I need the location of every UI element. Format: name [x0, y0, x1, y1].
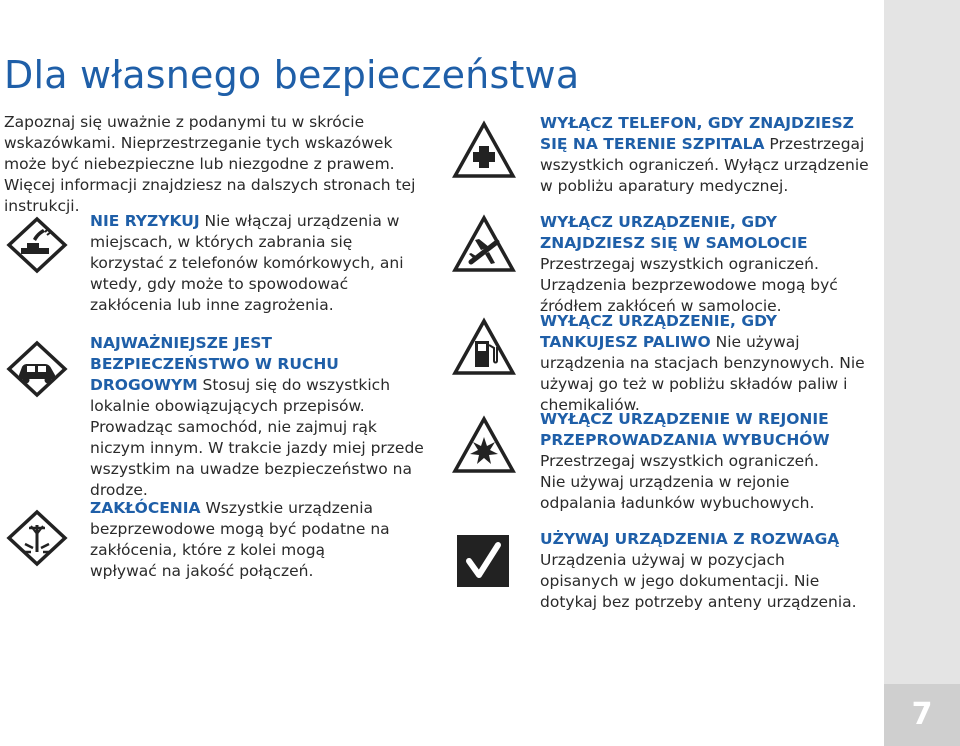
right-item-text: Przestrzegaj wszystkich ograniczeń. Urządzenia bezprzewodowe mogą być źródłem zakłóceń w samolocie. — [540, 255, 838, 315]
left-item-heading: NIE RYZYKUJ — [90, 212, 200, 230]
left-item-text: Nie włączaj urządzenia w miejscach, w których zabrania się korzystać z telefonów komórkowych, ani wtedy, gdy może to spowodować zakłócenia lub inne zagrożenia. — [90, 212, 404, 314]
right-item-heading: WYŁĄCZ TELEFON, GDY ZNAJDZIESZ SIĘ NA TERENIE SZPITALA — [540, 114, 854, 153]
right-item-refuelling — [540, 311, 870, 416]
right-item-heading: WYŁĄCZ URZĄDZENIE, GDY TANKUJESZ PALIWO — [540, 312, 778, 351]
right-item-text: Przestrzegaj wszystkich ograniczeń. Wyłącz urządzenie w pobliżu aparatury medycznej. — [540, 135, 869, 195]
checkmark-icon — [455, 533, 511, 589]
right-item-heading: WYŁĄCZ URZĄDZENIE W REJONIE PRZEPROWADZANIA WYBUCHÓW — [540, 410, 830, 449]
car-icon — [5, 339, 69, 399]
airplane-icon — [451, 214, 517, 274]
left-item-road-safety — [90, 333, 425, 501]
hand-switch-on-prohibited-icon — [5, 215, 69, 275]
page-number: 7 — [911, 697, 933, 732]
intro-paragraph: Zapoznaj się uważnie z podanymi tu w skrócie wskazówkami. Nieprzestrzeganie tych wskazówek może być niebezpieczne lub niezgodne z prawem. Więcej informacji znajdziesz na dalszych stronach tej instrukcji. — [4, 113, 416, 215]
right-item-heading: WYŁĄCZ URZĄDZENIE, GDY ZNAJDZIESZ SIĘ W SAMOLOCIE — [540, 213, 808, 252]
page-sidebar — [884, 0, 960, 746]
right-item-text: Urządzenia używaj w pozycjach opisanych w jego dokumentacji. Nie dotykaj bez potrzeby anteny urządzenia. — [540, 551, 857, 611]
left-item-text: Stosuj się do wszystkich lokalnie obowiązujących przepisów. Prowadząc samochód, nie zajmuj rąk niczym innym. W trakcie jazdy miej przede wszystkim na uwadze bezpieczeństwo na drodze. — [90, 376, 424, 499]
page-title: Dla własnego bezpieczeństwa — [4, 53, 580, 97]
interference-icon — [5, 508, 69, 568]
left-item-heading: ZAKŁÓCENIA — [90, 499, 201, 517]
right-item-blasting — [540, 409, 840, 514]
right-item-hospital — [540, 113, 870, 197]
left-item-text: Wszystkie urządzenia bezprzewodowe mogą być podatne na zakłócenia, które z kolei mogą wpływać na jakość połączeń. — [90, 499, 390, 580]
fuel-pump-icon — [451, 317, 517, 377]
right-item-heading: UŻYWAJ URZĄDZENIA Z ROZWAGĄ — [540, 530, 840, 548]
left-item-risk — [90, 211, 410, 316]
explosion-icon — [451, 415, 517, 475]
hospital-cross-icon — [451, 120, 517, 180]
left-item-heading: NAJWAŻNIEJSZE JEST BEZPIECZEŃSTWO W RUCHU DROGOWYM — [90, 334, 339, 394]
left-item-interference — [90, 498, 390, 582]
right-item-text: Przestrzegaj wszystkich ograniczeń. Nie używaj urządzenia w rejonie odpalania ładunków wybuchowych. — [540, 452, 819, 512]
right-item-use-sensibly — [540, 529, 860, 613]
right-item-text: Nie używaj urządzenia na stacjach benzynowych. Nie używaj go też w pobliżu składów paliw i chemikaliów. — [540, 333, 865, 414]
right-item-aircraft — [540, 212, 880, 317]
